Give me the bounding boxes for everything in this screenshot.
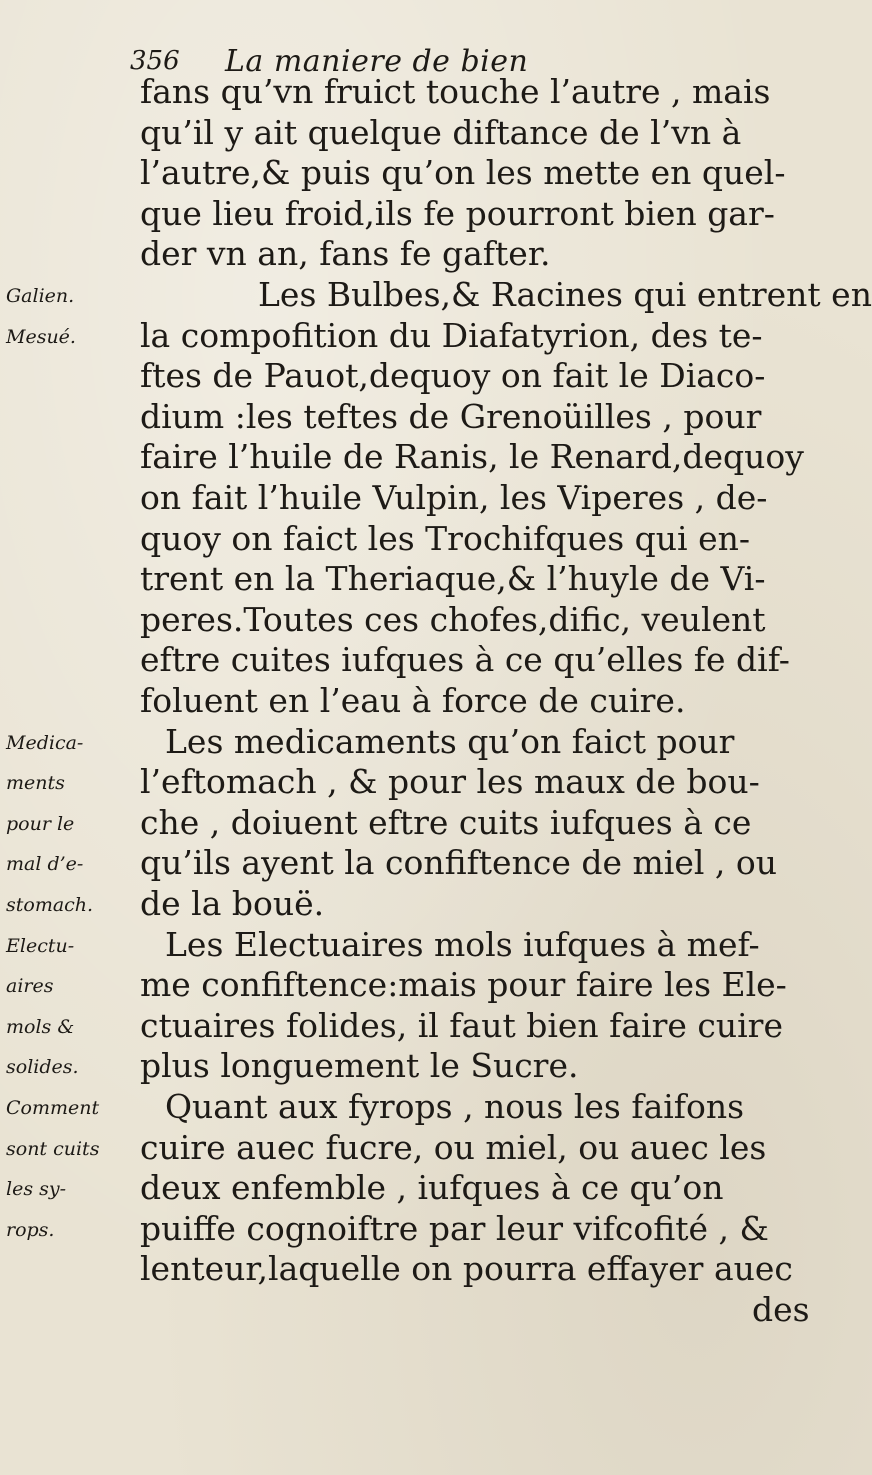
text-line: qu’il y ait quelque diftance de l’vn à — [140, 112, 742, 152]
text-line: lenteur,laquelle on pourra effayer auec — [140, 1249, 793, 1289]
text-line: me confiftence:mais pour faire les Ele- — [140, 965, 787, 1005]
running-title: La maniere de bien — [225, 44, 529, 79]
margin-note: solides. — [6, 1056, 79, 1079]
text-line: on fait l’huile Vulpin, les Viperes , de- — [140, 478, 768, 517]
text-line: l’autre,& puis qu’on les mette en quel- — [140, 153, 786, 193]
text-line: der vn an, fans fe gafter. — [140, 234, 551, 274]
text-line: fans qu’vn fruict touche l’autre , mais — [140, 72, 771, 111]
margin-note: Medica- — [6, 731, 84, 754]
margin-note: rops. — [6, 1218, 55, 1241]
text-line: l’eftomach , & pour les maux de bou- — [140, 762, 760, 802]
text-line: Les Bulbes,& Racines qui entrent en — [258, 275, 872, 314]
margin-note: aires — [6, 975, 54, 998]
text-line: deux enfemble , iufques à ce qu’on — [140, 1168, 724, 1208]
text-line: Les Electuaires mols iufques à mef- — [165, 924, 760, 964]
text-line: plus longuement le Sucre. — [140, 1046, 579, 1086]
page-number: 356 — [130, 46, 180, 76]
text-line: trent en la Theriaque,& l’huyle de Vi- — [140, 559, 766, 599]
text-line: dium :les teftes de Grenoüilles , pour — [140, 396, 762, 436]
margin-note: les sy- — [6, 1178, 67, 1201]
text-line: Quant aux fyrops , nous les faifons — [165, 1087, 745, 1126]
margin-note: ments — [6, 772, 65, 795]
margin-note: Mesué. — [6, 325, 76, 348]
text-line: ctuaires folides, il faut bien faire cuire — [140, 1005, 783, 1045]
margin-note: mols & — [6, 1015, 75, 1038]
margin-note: sont cuits — [6, 1137, 100, 1160]
text-line: ftes de Pauot,dequoy on fait le Diaco- — [140, 356, 766, 396]
text-line: foluent en l’eau à force de cuire. — [140, 681, 686, 720]
margin-note: mal d’e- — [6, 853, 84, 876]
text-line: peres.Toutes ces chofes,dific, veulent — [140, 599, 766, 639]
margin-note: Electu- — [6, 934, 75, 957]
text-line: che , doiuent eftre cuits iufques à ce — [140, 802, 752, 842]
text-line: que lieu froid,ils fe pourront bien gar- — [140, 193, 775, 233]
text-line: quoy on faict les Trochifques qui en- — [140, 518, 751, 558]
margin-note: Comment — [6, 1097, 100, 1119]
margin-note: stomach. — [6, 894, 94, 916]
text-line: faire l’huile de Ranis, le Renard,dequoy — [140, 437, 804, 477]
text-line: de la bouë. — [140, 884, 325, 923]
text-line: Les medicaments qu’on faict pour — [165, 721, 735, 761]
text-line: qu’ils ayent la confiftence de miel , ou — [140, 843, 778, 883]
text-line: la compofition du Diafatyrion, des te- — [140, 315, 763, 355]
text-line: cuire auec fucre, ou miel, ou auec les — [140, 1127, 767, 1167]
text-line: puiffe cognoiftre par leur vifcofité , & — [140, 1208, 769, 1248]
margin-note: pour le — [6, 812, 75, 835]
margin-note: Galien. — [6, 285, 75, 307]
text-line: des — [752, 1290, 810, 1329]
text-line: eftre cuites iufques à ce qu’elles fe dif- — [140, 640, 790, 680]
